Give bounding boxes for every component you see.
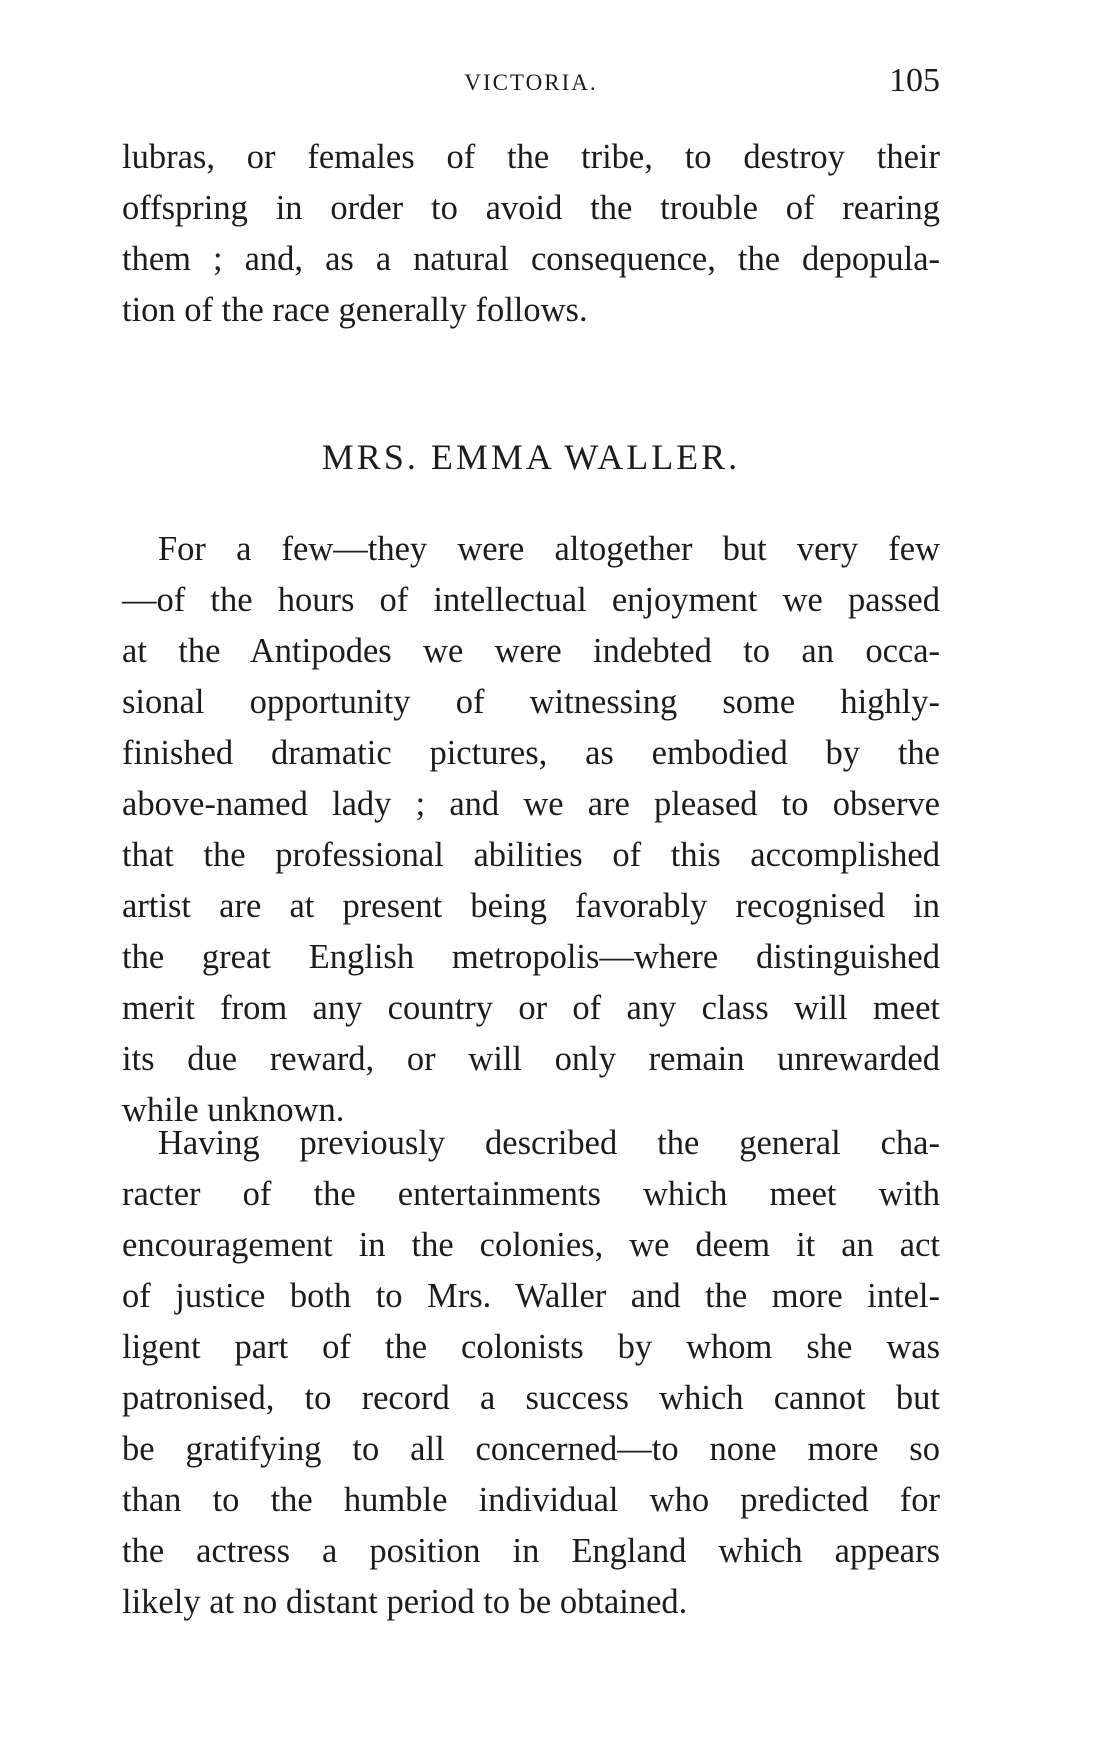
text-line: the actress a position in England which appears [122,1532,940,1570]
text-line: lubras, or females of the tribe, to destroy their [122,138,940,176]
text-line: For a few—they were altogether but very few [158,530,940,568]
text-line: be gratifying to all concerned—to none more so [122,1430,940,1468]
text-line: at the Antipodes we were indebted to an occa- [122,632,940,670]
section-heading: MRS. EMMA WALLER. [321,437,741,477]
text-line: of justice both to Mrs. Waller and the more intel- [122,1277,940,1315]
paragraph [122,1118,940,1628]
text-line: that the professional abilities of this accomplished [122,836,940,874]
text-line: likely at no distant period to be obtained. [122,1583,688,1621]
page-number: 105 [889,62,940,99]
text-line: finished dramatic pictures, as embodied by the [122,734,940,772]
text-line: while unknown. [122,1091,345,1129]
text-line: patronised, to record a success which cannot but [122,1379,940,1417]
running-title: VICTORIA. [464,70,598,95]
text-line: ligent part of the colonists by whom she was [122,1328,940,1366]
continuation-paragraph [122,132,940,336]
text-line: Having previously described the general cha- [158,1124,940,1162]
text-line: tion of the race generally follows. [122,291,588,329]
text-line: the great English metropolis—where distinguished [122,938,940,976]
text-line: artist are at present being favorably recognised in [122,887,940,925]
running-head [122,62,940,106]
text-line: encouragement in the colonies, we deem it an act [122,1226,940,1264]
text-line: them ; and, as a natural consequence, the depopula- [122,240,940,278]
text-line: offspring in order to avoid the trouble of rearing [122,189,940,227]
text-line: sional opportunity of witnessing some highly- [122,683,940,721]
text-line: above-named lady ; and we are pleased to observe [122,785,940,823]
text-line: merit from any country or of any class will meet [122,989,940,1027]
text-line: than to the humble individual who predicted for [122,1481,940,1519]
paragraph [122,524,940,1136]
text-line: racter of the entertainments which meet with [122,1175,940,1213]
text-line: its due reward, or will only remain unrewarded [122,1040,940,1078]
text-line: —of the hours of intellectual enjoyment we passed [122,581,940,619]
